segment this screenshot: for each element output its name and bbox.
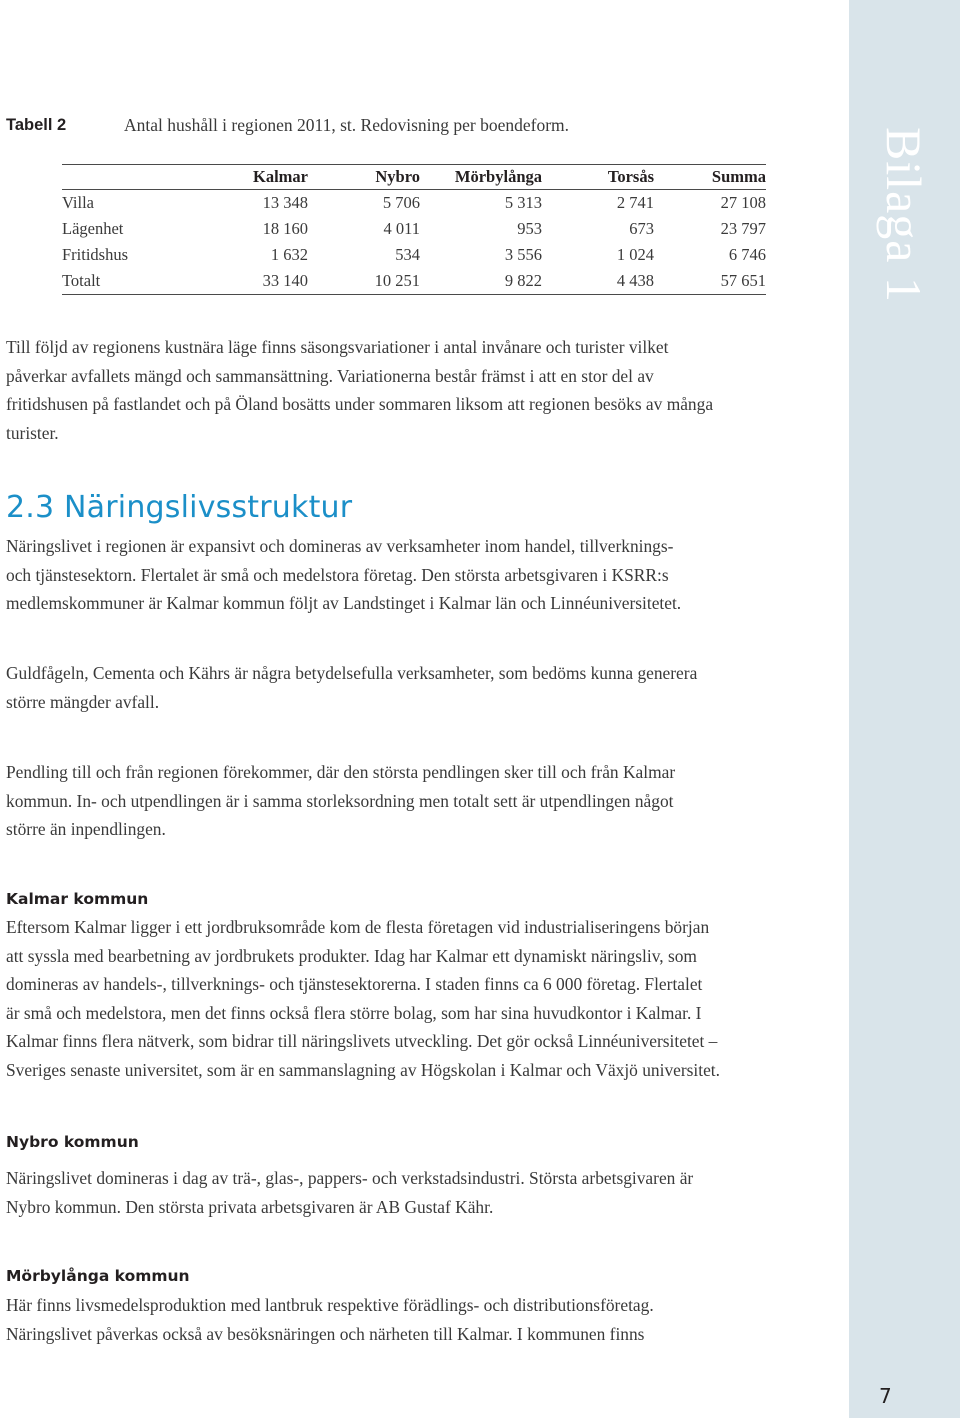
table-cell: 57 651 [654,268,766,295]
table-caption: Antal hushåll i regionen 2011, st. Redovisning per boendeform. [124,115,570,135]
table-cell: 6 746 [728,245,766,264]
page-number: 7 [879,1384,892,1408]
table-cell: Villa [62,193,95,212]
text-line: medlemskommuner är Kalmar kommun följt av Landstinget i Kalmar län och Linnéuniversitetet. [6,593,682,614]
kalmar-paragraph [6,913,826,1085]
table-row [62,216,766,242]
text-line: fritidshusen på fastlandet och på Öland bosätts under sommaren liksom att regionen besöks av många [6,394,714,415]
table-header-cell: Nybro [308,165,420,190]
table-cell: 673 [629,219,654,238]
table-cell: Lägenhet [62,219,124,238]
table-cell: 13 348 [262,193,308,212]
section-heading: 2.3 Näringslivsstruktur [6,490,353,525]
table-row [62,242,766,268]
text-line: Näringslivet påverkas också av besöksnäringen och närheten till Kalmar. I kommunen finns [6,1323,645,1344]
table-header-row [62,165,766,190]
text-line: domineras av handels-, tillverknings- och tjänstesektorerna. I staden finns ca 6 000 företag. Flertalet [6,974,703,995]
table-cell: 5 313 [504,193,542,212]
text-line: Sveriges senaste universitet, som är en sammanslagning av Högskolan i Kalmar och Växjö universitet. [6,1059,720,1080]
table-cell: 4 438 [542,268,654,295]
section-paragraph [6,758,826,844]
table-header-cell: Summa [654,165,766,190]
section-paragraph [6,532,826,618]
text-line: och tjänstesektorn. Flertalet är små och medelstora företag. Den största arbetsgivaren i KSRR:s [6,564,669,585]
table-cell: 1 024 [616,245,654,264]
table-cell: 10 251 [308,268,420,295]
table-row [62,190,766,217]
section-paragraph [6,659,826,716]
text-line: turister. [6,422,59,443]
text-line: Näringslivet i regionen är expansivt och domineras av verksamheter inom handel, tillverknings- [6,536,674,556]
text-line: Här finns livsmedelsproduktion med lantbruk respektive förädlings- och distributionsföretag. [6,1295,654,1315]
text-line: Till följd av regionens kustnära läge finns säsongsvariationer i antal invånare och turister vilket [6,337,669,357]
table-cell: 33 140 [192,268,308,295]
text-line: Näringslivet domineras i dag av trä-, glas-, pappers- och verkstadsindustri. Största arbetsgivaren är [6,1168,694,1188]
text-line: större än inpendlingen. [6,819,166,840]
table-cell: 953 [517,219,542,238]
table-row [62,268,766,295]
morbylanga-heading: Mörbylånga kommun [6,1267,190,1285]
text-line: att syssla med bearbetning av jordbrukets produkter. Idag har Kalmar ett dynamiskt näringsliv, som [6,945,697,966]
morbylanga-paragraph [6,1291,826,1348]
text-line: Nybro kommun. Den största privata arbetsgivaren är AB Gustaf Kähr. [6,1196,494,1217]
table-cell: 2 741 [616,193,654,212]
table-cell: 1 632 [270,245,308,264]
text-line: Kalmar finns flera nätverk, som bidrar till näringslivets utveckling. Det gör också Linnéuniversitetet – [6,1031,718,1052]
nybro-heading: Nybro kommun [6,1133,139,1151]
table-label: Tabell 2 [6,116,67,134]
text-line: är små och medelstora, men det finns också flera större bolag, som har sina huvudkontor i Kalmar. I [6,1002,702,1023]
table-cell: 534 [395,245,420,264]
table-cell: 18 160 [262,219,308,238]
appendix-label: Bilaga 1 [876,126,932,304]
table-cell: 4 011 [383,219,420,238]
text-line: påverkar avfallets mängd och sammansättning. Variationerna består främst i att en stor del av [6,365,654,386]
table-cell: 23 797 [720,219,766,238]
table-cell: 9 822 [420,268,542,295]
table-header-cell [62,165,192,190]
table-cell: 3 556 [504,245,542,264]
text-line: större mängder avfall. [6,691,160,712]
table-cell: 27 108 [720,193,766,212]
table-cell: Fritidshus [62,245,129,264]
table-header-cell: Mörbylånga [420,165,542,190]
table-cell: 5 706 [382,193,420,212]
intro-paragraph [6,333,826,447]
table-header-cell: Torsås [542,165,654,190]
text-line: kommun. In- och utpendlingen är i samma storleksordning men totalt sett är utpendlingen något [6,790,674,811]
text-line: Eftersom Kalmar ligger i ett jordbruksområde kom de flesta företagen vid industrialiseringens början [6,917,710,937]
table-header-cell: Kalmar [192,165,308,190]
households-table [62,164,766,295]
text-line: Guldfågeln, Cementa och Kährs är några betydelsefulla verksamheter, som bedöms kunna generera [6,663,698,683]
text-line: Pendling till och från regionen förekommer, där den största pendlingen sker till och från Kalmar [6,762,676,782]
table-cell: Totalt [62,268,192,295]
kalmar-heading: Kalmar kommun [6,890,149,908]
nybro-paragraph [6,1164,826,1221]
